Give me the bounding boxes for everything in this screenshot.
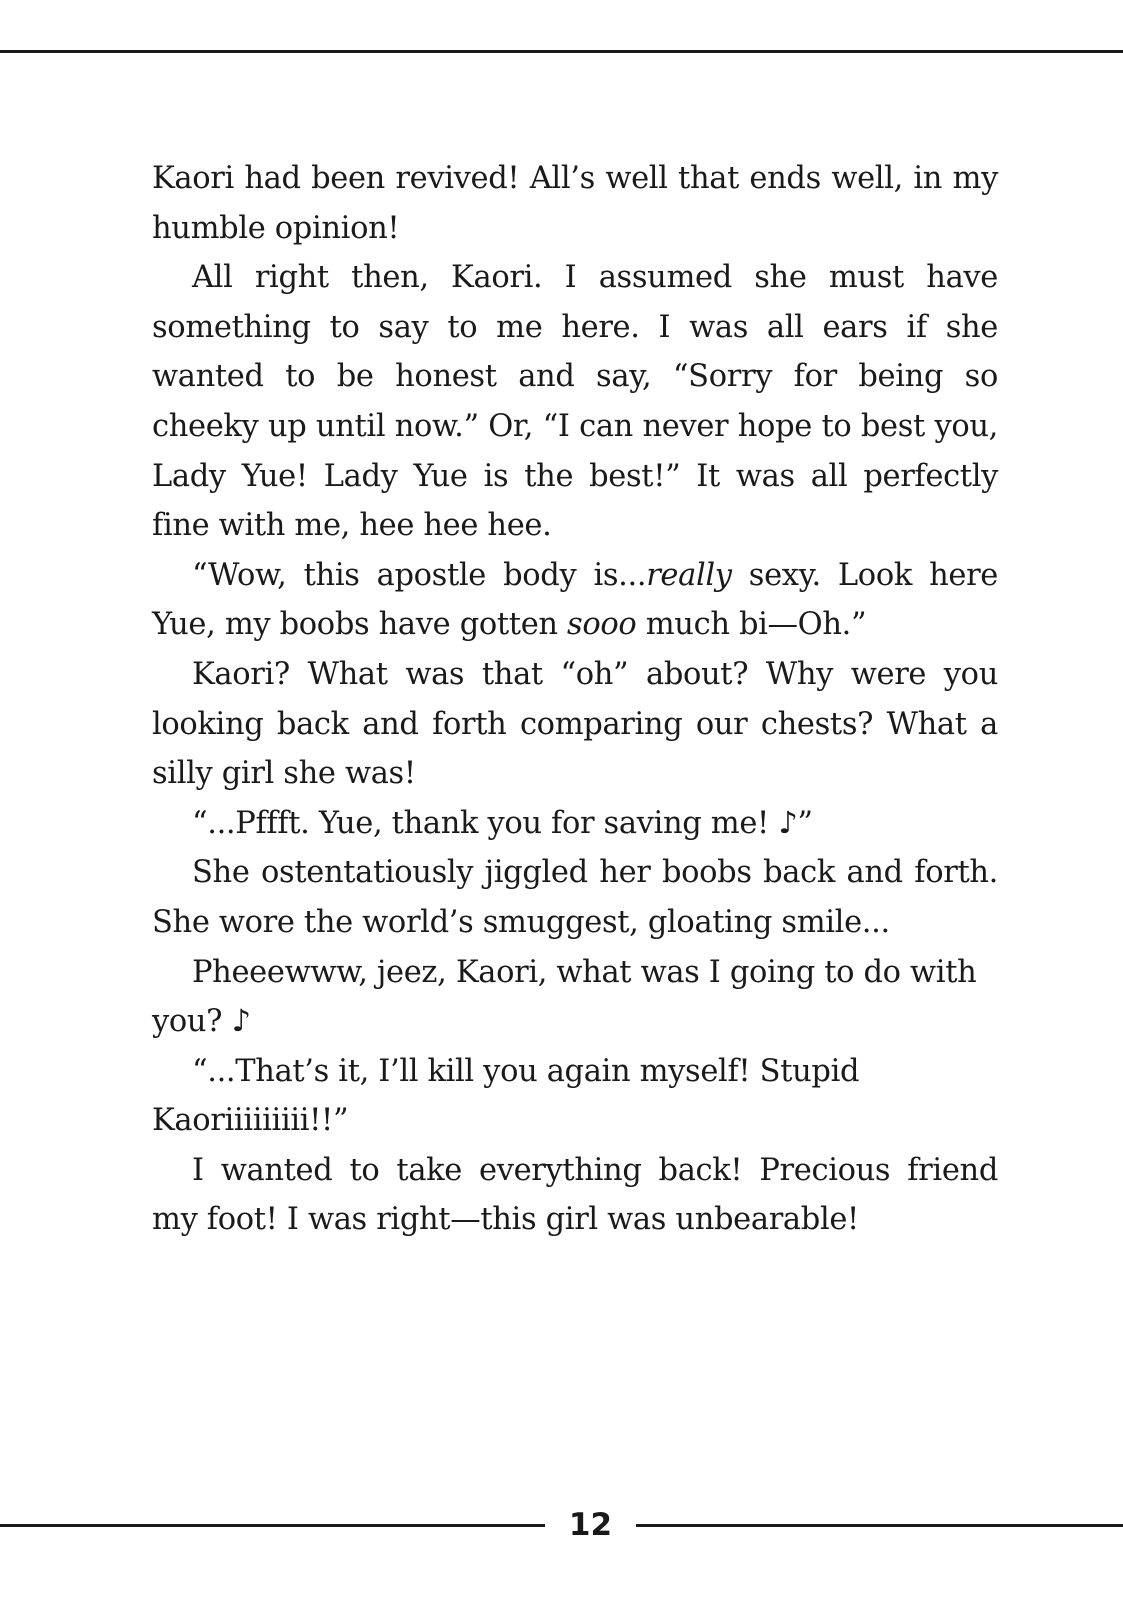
paragraph: Kaori? What was that “oh” about? Why were you looking back and forth comparing our chests? What a silly girl she was!: [152, 656, 998, 792]
text-run: much bi—Oh.”: [636, 607, 867, 643]
page-footer: [0, 1500, 1123, 1550]
page-number: 12: [568, 1507, 613, 1543]
emphasis-text: really: [646, 557, 732, 593]
text-run: “Wow, this apostle body is...: [192, 557, 647, 593]
footer-rule-right: [636, 1524, 1123, 1527]
paragraph: “...That’s it, I’ll kill you again myself! Stupid Kaoriiiiiiiii!!”: [152, 1053, 860, 1139]
paragraph: She ostentatiously jiggled her boobs back and forth. She wore the world’s smuggest, gloating smile...: [152, 855, 998, 940]
paragraph: Pheeewww, jeez, Kaori, what was I going to do with you? ♪: [152, 954, 977, 1040]
footer-rule-left: [0, 1524, 545, 1527]
paragraph: [152, 551, 998, 650]
text-run: sexy. Look here Yue, my boobs have gotten: [152, 557, 998, 643]
paragraph: “...Pffft. Yue, thank you for saving me! ♪”: [192, 805, 813, 841]
top-rule: [0, 50, 1123, 53]
page-body: [152, 154, 998, 1245]
emphasis-text: sooo: [567, 607, 637, 643]
paragraph: All right then, Kaori. I assumed she must have something to say to me here. I was all ears if she wanted to be honest and say, “Sorry for being so cheeky up until now.” Or, “I can never hope to best you, Lady Yue! Lady Yue is the best!” It was all perfectly fine with me, hee hee hee.: [152, 260, 998, 544]
paragraph: Kaori had been revived! All’s well that ends well, in my humble opinion!: [152, 161, 998, 246]
paragraph: I wanted to take everything back! Precious friend my foot! I was right—this girl was unbearable!: [152, 1152, 998, 1238]
